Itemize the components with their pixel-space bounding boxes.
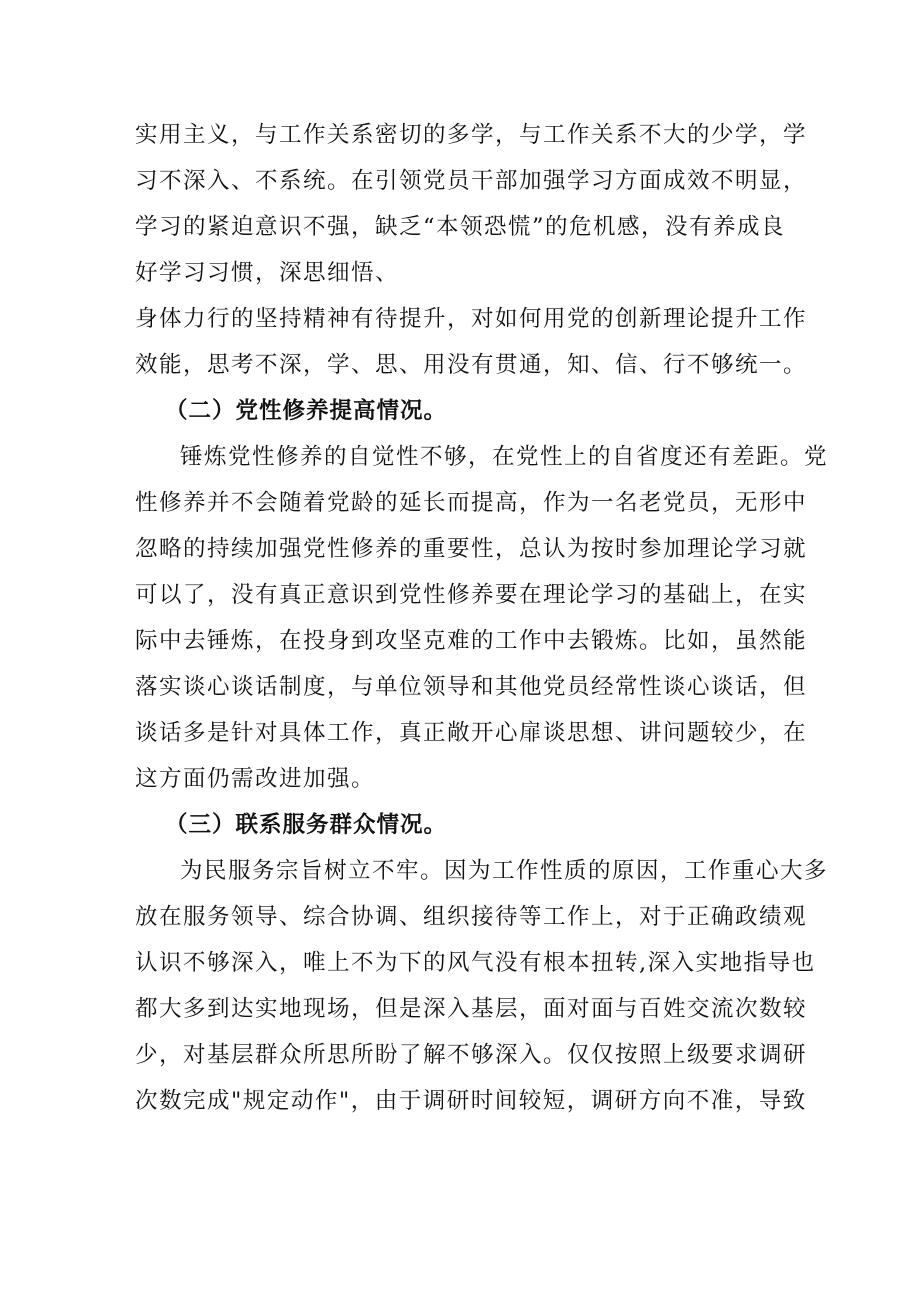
paragraph-study bbox=[135, 112, 808, 388]
text-line: 效能，思考不深，学、思、用没有贯通，知、信、行不够统一。 bbox=[135, 352, 808, 378]
text-line: 次数完成"规定动作"，由于调研时间较短，调研方向不准，导致 bbox=[135, 1088, 807, 1114]
text-line: 锤炼党性修养的自觉性不够，在党性上的自省度还有差距。党 bbox=[180, 444, 829, 470]
text-line: 谈话多是针对具体工作，真正敞开心扉谈思想、讲问题较少，在 bbox=[135, 720, 808, 746]
text-line: 落实谈心谈话制度，与单位领导和其他党员经常性谈心谈话，但 bbox=[135, 674, 808, 700]
text-line: 性修养并不会随着党龄的延长而提高，作为一名老党员，无形中 bbox=[135, 490, 808, 516]
paragraph-serving-masses bbox=[135, 848, 829, 1124]
text-line: 好学习习惯，深思细悟、 bbox=[135, 260, 400, 286]
text-line: 际中去锤炼，在投身到攻坚克难的工作中去锻炼。比如，虽然能 bbox=[135, 628, 808, 654]
text-line: 学习的紧迫意识不强，缺乏“本领恐慌”的危机感，没有养成良 bbox=[135, 214, 786, 240]
section-heading-party-spirit: （二）党性修养提高情况。 bbox=[165, 398, 448, 424]
text-line: 都大多到达实地现场，但是深入基层，面对面与百姓交流次数较 bbox=[135, 996, 808, 1022]
text-line: 认识不够深入，唯上不为下的风气没有根本扭转,深入实地指导也 bbox=[135, 950, 816, 976]
text-line: 这方面仍需改进加强。 bbox=[135, 766, 376, 792]
text-line: 少，对基层群众所思所盼了解不够深入。仅仅按照上级要求调研 bbox=[135, 1042, 808, 1068]
text-line: 为民服务宗旨树立不牢。因为工作性质的原因，工作重心大多 bbox=[180, 858, 829, 884]
text-line: 习不深入、不系统。在引领党员干部加强学习方面成效不明显， bbox=[135, 168, 808, 194]
document-body bbox=[135, 112, 829, 1124]
text-line: 放在服务领导、综合协调、组织接待等工作上，对于正确政绩观 bbox=[135, 904, 808, 930]
section-heading-serving-masses: （三）联系服务群众情况。 bbox=[165, 812, 448, 838]
text-line: 身体力行的坚持精神有待提升，对如何用党的创新理论提升工作 bbox=[135, 306, 808, 332]
text-line: 实用主义，与工作关系密切的多学，与工作关系不大的少学，学 bbox=[135, 122, 808, 148]
text-line: 可以了，没有真正意识到党性修养要在理论学习的基础上，在实 bbox=[135, 582, 808, 608]
text-line: 忽略的持续加强党性修养的重要性，总认为按时参加理论学习就 bbox=[135, 536, 808, 562]
paragraph-party-spirit bbox=[135, 434, 829, 802]
